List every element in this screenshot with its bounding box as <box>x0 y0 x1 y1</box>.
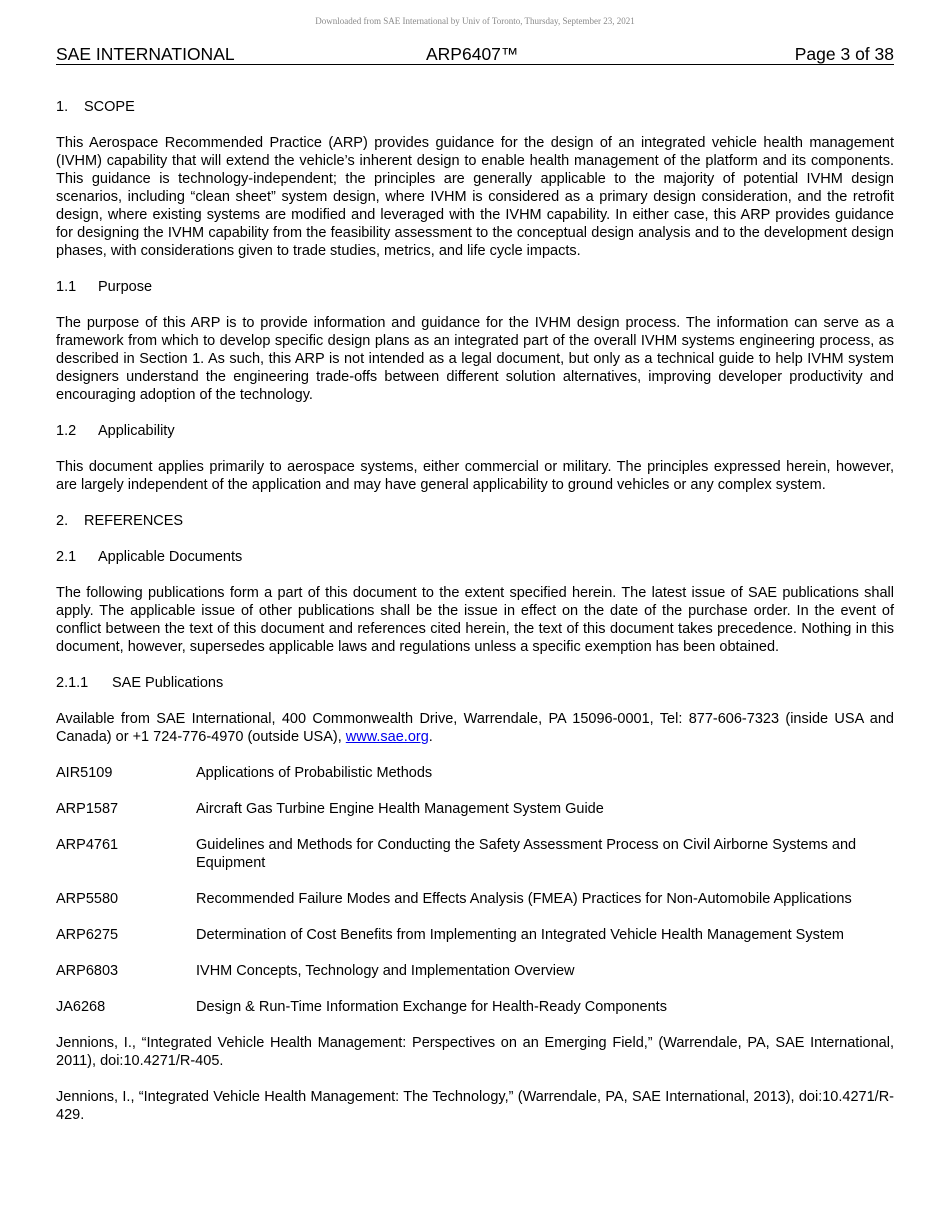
citation: Jennions, I., “Integrated Vehicle Health Management: Perspectives on an Emerging Field,” (Warrendale, PA, SAE International, 2011), doi:10.4271/R-405. <box>56 1035 894 1069</box>
reference-code: ARP6275 <box>56 927 119 943</box>
section-heading-purpose <box>56 278 894 296</box>
purpose-paragraph: The purpose of this ARP is to provide information and guidance for the IVHM design process. The information can serve as a framework from which to develop specific design plans as an integrated part of the overall IVHM systems engineering process, as described in Section 1. As such, this ARP is not intended as a legal document, but only as a technical guide to help IVHM system designers understand the engineering trade-offs between different solution alternatives, improving developer productivity and encouraging adoption of the technology. <box>56 315 894 403</box>
section-title: Applicability <box>98 423 175 439</box>
reference-title: Guidelines and Methods for Conducting the Safety Assessment Process on Civil Airborne Systems and Equipment <box>196 837 857 871</box>
section-number: 2. <box>56 513 69 529</box>
header-org: SAE INTERNATIONAL <box>56 44 235 64</box>
citation: Jennions, I., “Integrated Vehicle Health Management: The Technology,” (Warrendale, PA, SAE International, 2013), doi:10.4271/R-429. <box>56 1089 894 1123</box>
reference-title: IVHM Concepts, Technology and Implementation Overview <box>196 963 575 979</box>
section-number: 1.1 <box>56 279 77 295</box>
reference-entry <box>56 926 894 944</box>
sae-website-link[interactable]: www.sae.org <box>345 729 429 745</box>
reference-code: ARP5580 <box>56 891 119 907</box>
reference-code: ARP6803 <box>56 963 119 979</box>
section-number: 1. <box>56 99 69 115</box>
section-heading-sae-publications <box>56 674 894 692</box>
section-title: SAE Publications <box>112 675 224 691</box>
section-number: 1.2 <box>56 423 77 439</box>
reference-entry <box>56 998 894 1016</box>
reference-title: Design & Run-Time Information Exchange for Health-Ready Components <box>196 999 667 1015</box>
reference-title: Applications of Probabilistic Methods <box>196 765 433 781</box>
reference-title: Aircraft Gas Turbine Engine Health Management System Guide <box>196 801 604 817</box>
section-title: SCOPE <box>84 99 135 115</box>
availability-text: Available from SAE International, 400 Commonwealth Drive, Warrendale, PA 15096-0001, Tel: 877-606-7323 (inside USA and Canada) or +1 724-776-4970 (outside USA), <box>56 711 894 745</box>
reference-title: Determination of Cost Benefits from Implementing an Integrated Vehicle Health Management System <box>196 927 844 943</box>
section-title: Applicable Documents <box>98 549 243 565</box>
section-heading-references <box>56 512 894 530</box>
reference-code: AIR5109 <box>56 765 113 781</box>
scope-paragraph: This Aerospace Recommended Practice (ARP) provides guidance for the design of an integrated vehicle health management (IVHM) capability that will extend the vehicle’s inherent design to enable health management of the platform and its components. This guidance is technology-independent; the principles are generally applicable to the majority of potential IVHM design scenarios, including “clean sheet” system design, where IVHM is considered as a primary design consideration, and the retrofit design, where existing systems are modified and leveraged with the IVHM capability. In either case, this ARP provides guidance for designing the IVHM capability from the feasibility assessment to the conceptual design analysis and to the development design phases, with considerations given to trade studies, metrics, and life cycle impacts. <box>56 135 894 259</box>
download-notice: Downloaded from SAE International by Univ of Toronto, Thursday, September 23, 2021 <box>315 16 635 26</box>
section-heading-applicability <box>56 422 894 440</box>
reference-code: ARP1587 <box>56 801 119 817</box>
section-title: Purpose <box>98 279 153 295</box>
document-body <box>56 98 894 1142</box>
sae-publications-paragraph <box>56 710 894 746</box>
reference-entry <box>56 836 894 872</box>
applicable-documents-paragraph: The following publications form a part of this document to the extent specified herein. The latest issue of SAE publications shall apply. The applicable issue of other publications shall be the issue in effect on the date of the purchase order. In the event of conflict between the text of this document and references cited herein, the text of this document takes precedence. Nothing in this document, however, supersedes applicable laws and regulations unless a specific exemption has been obtained. <box>56 585 894 655</box>
page-header <box>56 44 894 65</box>
reference-entry <box>56 890 894 908</box>
section-number: 2.1 <box>56 549 77 565</box>
reference-entry <box>56 800 894 818</box>
section-number: 2.1.1 <box>56 675 89 691</box>
reference-entry <box>56 962 894 980</box>
reference-code: JA6268 <box>56 999 106 1015</box>
reference-code: ARP4761 <box>56 837 119 853</box>
availability-text-end: . <box>428 729 433 745</box>
reference-entry <box>56 764 894 782</box>
header-doc-id: ARP6407™ <box>426 44 519 64</box>
header-page-number: Page 3 of 38 <box>794 44 894 64</box>
reference-title: Recommended Failure Modes and Effects Analysis (FMEA) Practices for Non-Automobile Applications <box>196 891 852 907</box>
section-heading-applicable-documents <box>56 548 894 566</box>
applicability-paragraph: This document applies primarily to aerospace systems, either commercial or military. The principles expressed herein, however, are largely independent of the application and may have general applicability to ground vehicles or any complex system. <box>56 459 894 493</box>
section-title: REFERENCES <box>84 513 184 529</box>
section-heading-scope <box>56 98 894 116</box>
